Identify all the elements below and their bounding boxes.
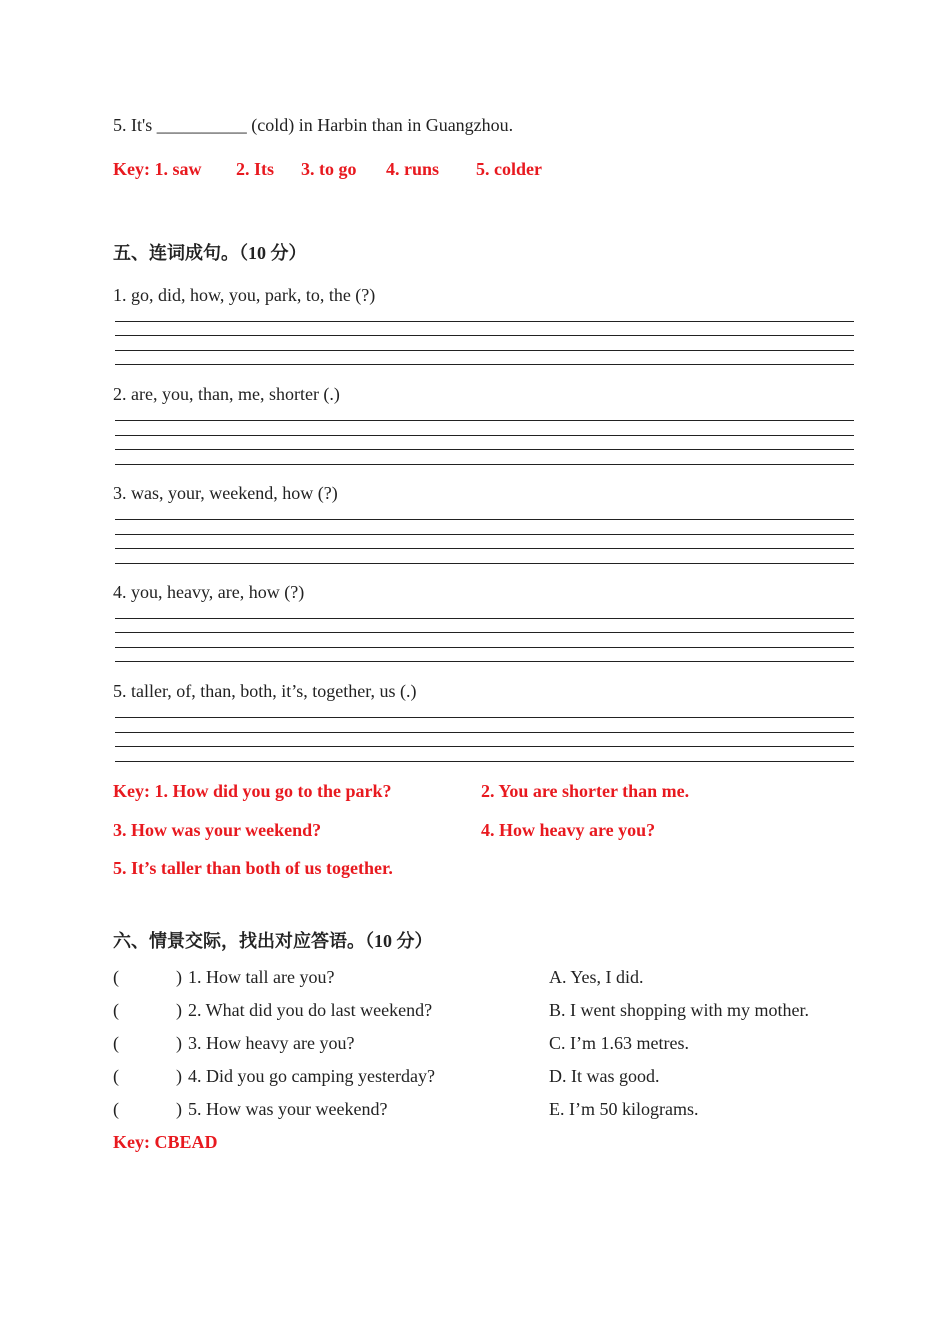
answer-paren-close: ) bbox=[176, 1066, 182, 1086]
key-item-2: 2. Its bbox=[236, 159, 275, 179]
section-5-key-5: 5. It’s taller than both of us together. bbox=[113, 858, 393, 878]
section-5-heading bbox=[113, 242, 307, 264]
section-5-question-3: 3. was, your, weekend, how (?) bbox=[113, 483, 338, 503]
answer-line bbox=[115, 534, 854, 535]
match-question-3: 3. How heavy are you? bbox=[188, 1033, 355, 1053]
section-5-heading-points: 10 bbox=[248, 243, 266, 263]
answer-line bbox=[115, 548, 854, 549]
section-5-heading-text: 五、连词成句。（ bbox=[113, 243, 248, 263]
section-6-heading bbox=[113, 930, 433, 952]
answer-line bbox=[115, 647, 854, 648]
key-item-4: 4. runs bbox=[386, 159, 440, 179]
answer-line bbox=[115, 449, 854, 450]
answer-paren-open: ( bbox=[113, 967, 119, 987]
answer-line bbox=[115, 335, 854, 336]
answer-paren-close: ) bbox=[176, 1033, 182, 1053]
section-6-heading-text: 六、情景交际，找出对应答语。（ bbox=[113, 931, 374, 951]
key-item-3: 3. to go bbox=[301, 159, 357, 179]
section-5-question-4: 4. you, heavy, are, how (?) bbox=[113, 582, 305, 602]
key-item-5: 5. colder bbox=[476, 159, 542, 179]
answer-line bbox=[115, 464, 854, 465]
answer-line bbox=[115, 350, 854, 351]
answer-line bbox=[115, 364, 854, 365]
section-5-question-2: 2. are, you, than, me, shorter (.) bbox=[113, 384, 340, 404]
key-item-1: Key: 1. saw bbox=[113, 159, 202, 179]
answer-line bbox=[115, 661, 854, 662]
match-answer-d: D. It was good. bbox=[549, 1066, 660, 1086]
answer-line bbox=[115, 761, 854, 762]
section-5-key-4: 4. How heavy are you? bbox=[481, 820, 656, 840]
answer-line bbox=[115, 717, 854, 718]
section-6-heading-points: 10 bbox=[374, 931, 392, 951]
answer-line bbox=[115, 435, 854, 436]
answer-line bbox=[115, 632, 854, 633]
match-question-1: 1. How tall are you? bbox=[188, 967, 335, 987]
answer-line bbox=[115, 519, 854, 520]
section-5-key-2: 2. You are shorter than me. bbox=[481, 781, 690, 801]
question-5-cold: 5. It's __________ (cold) in Harbin than in Guangzhou. bbox=[113, 115, 514, 135]
answer-line bbox=[115, 618, 854, 619]
match-question-5: 5. How was your weekend? bbox=[188, 1099, 388, 1119]
answer-paren-open: ( bbox=[113, 1000, 119, 1020]
section-5-heading-end: 分） bbox=[266, 243, 307, 263]
section-5-key-3: 3. How was your weekend? bbox=[113, 820, 322, 840]
answer-line bbox=[115, 321, 854, 322]
match-answer-a: A. Yes, I did. bbox=[549, 967, 644, 987]
answer-paren-open: ( bbox=[113, 1066, 119, 1086]
section-5-question-5: 5. taller, of, than, both, it’s, together, us (.) bbox=[113, 681, 417, 701]
match-answer-c: C. I’m 1.63 metres. bbox=[549, 1033, 689, 1053]
section-5-question-1: 1. go, did, how, you, park, to, the (?) bbox=[113, 285, 376, 305]
answer-line bbox=[115, 420, 854, 421]
answer-paren-close: ) bbox=[176, 1000, 182, 1020]
match-question-4: 4. Did you go camping yesterday? bbox=[188, 1066, 435, 1086]
answer-line bbox=[115, 563, 854, 564]
answer-line bbox=[115, 746, 854, 747]
section-5-key-1: Key: 1. How did you go to the park? bbox=[113, 781, 392, 801]
section-6-heading-end: 分） bbox=[392, 931, 433, 951]
answer-paren-close: ) bbox=[176, 967, 182, 987]
match-answer-e: E. I’m 50 kilograms. bbox=[549, 1099, 699, 1119]
answer-paren-close: ) bbox=[176, 1099, 182, 1119]
match-question-2: 2. What did you do last weekend? bbox=[188, 1000, 433, 1020]
answer-paren-open: ( bbox=[113, 1033, 119, 1053]
answer-line bbox=[115, 732, 854, 733]
answer-paren-open: ( bbox=[113, 1099, 119, 1119]
match-answer-b: B. I went shopping with my mother. bbox=[549, 1000, 809, 1020]
section-6-key: Key: CBEAD bbox=[113, 1132, 218, 1152]
